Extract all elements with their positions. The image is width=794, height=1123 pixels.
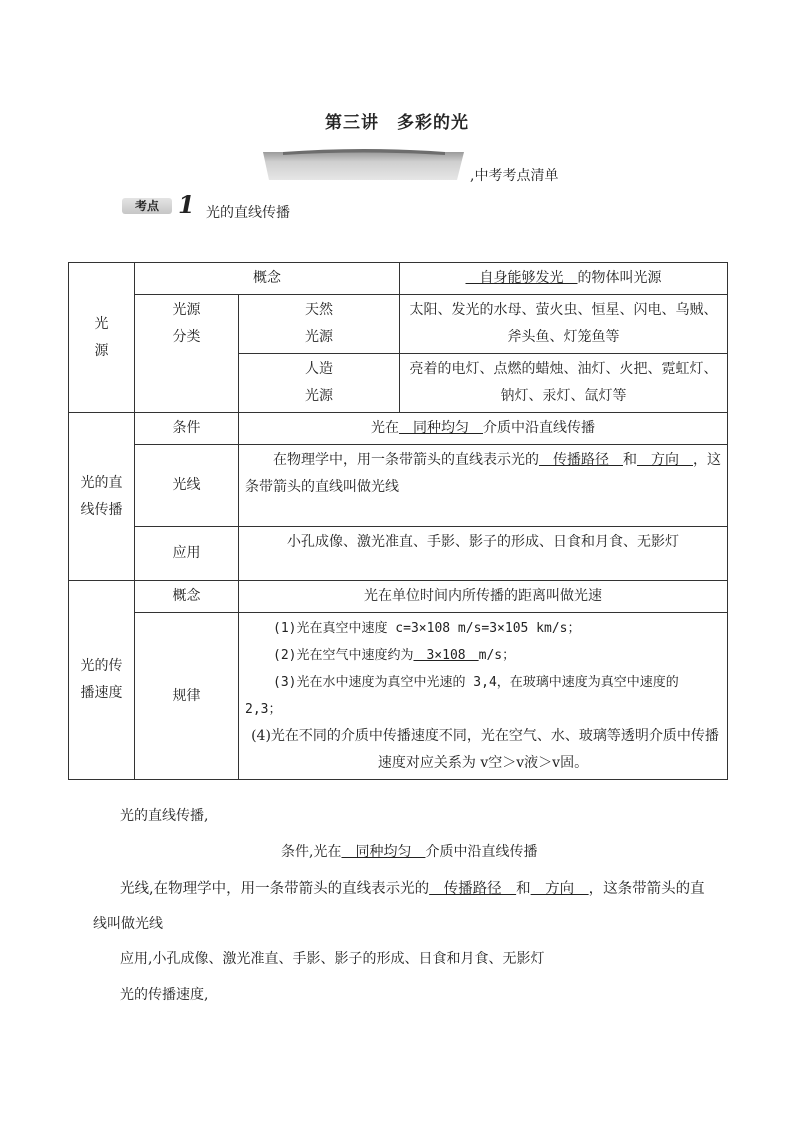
kaodian-badge: 考点 [122,198,172,214]
page-title: 第三讲 多彩的光 [325,113,469,133]
body-line-2 [281,841,537,861]
section-banner-graphic [261,148,466,180]
blank-answer: 方向 [530,881,589,897]
body-line-4: 线叫做光线 [93,916,163,932]
condition-value [239,413,728,445]
condition-post: 介质中沿直线传播 [483,420,595,436]
natural-source-label: 天然 光源 [239,295,400,354]
body-line-5: 应用,小孔成像、激光准直、手影、影子的形成、日食和月食、无影灯 [120,951,545,967]
artificial-source-label: 人造 光源 [239,354,400,413]
body-line-3-post: ，这条带箭头的直 [588,881,705,897]
blank-answer: 传播路径 [429,881,517,897]
blank-answer: 自身能够发光 [465,270,578,286]
rule-value [239,613,728,780]
artificial-source-value: 亮着的电灯、点燃的蜡烛、油灯、火把、霓虹灯、钠灯、汞灯、氙灯等 [400,354,728,413]
rule-1: (1)光在真空中速度 c=3×108 m/s=3×105 km/s； [273,621,581,636]
ray-mid: 和 [623,452,637,468]
summary-table [68,262,728,780]
ray-pre: 在物理学中，用一条带箭头的直线表示光的 [273,452,539,468]
body-line-1: 光的直线传播, [120,808,209,824]
light-source-concept-value [400,263,728,295]
ray-post: ，这条带箭头的直线叫做光线 [245,452,721,495]
source-class-label: 光源 分类 [135,295,239,413]
body-line-3-mid: 和 [516,881,531,897]
blank-answer: 同种均匀 [341,844,426,860]
application-label: 应用 [135,527,239,581]
blank-answer: 传播路径 [539,452,623,468]
rule-3: (3)光在水中速度为真空中光速的 3,4，在玻璃中速度为真空中速度的 2,3； [245,675,679,717]
cat-speed: 光的传 播速度 [69,581,135,780]
rule-label: 规律 [135,613,239,780]
body-line-2-pre: 条件,光在 [281,844,342,860]
natural-source-value: 太阳、发光的水母、萤火虫、恒星、闪电、乌贼、斧头鱼、灯笼鱼等 [400,295,728,354]
speed-concept-label: 概念 [135,581,239,613]
rule-4: (4)光在不同的介质中传播速度不同，光在空气、水、玻璃等透明介质中传播速度对应关系为 v空＞v液＞v固。 [251,728,719,771]
cat-light-source: 光 源 [69,263,135,413]
body-line-3 [120,877,705,898]
kaodian-number: 1 [178,190,195,219]
condition-pre: 光在 [371,420,399,436]
kaodian-title: 光的直线传播 [206,205,290,221]
rule-2-pre: (2)光在空气中速度约为 [273,648,414,663]
condition-label: 条件 [135,413,239,445]
speed-concept-value: 光在单位时间内所传播的距离叫做光速 [239,581,728,613]
rule-2 [245,642,721,669]
section-heading: ,中考考点清单 [470,168,559,184]
blank-answer: 3×108 [413,648,479,663]
body-line-3-pre: 光线,在物理学中，用一条带箭头的直线表示光的 [120,881,430,897]
body-line-6: 光的传播速度, [120,987,209,1003]
cat-straight-line: 光的直 线传播 [69,413,135,581]
blank-answer: 方向 [637,452,693,468]
application-value: 小孔成像、激光准直、手影、影子的形成、日食和月食、无影灯 [239,527,728,581]
rule-2-post: m/s； [478,648,516,663]
light-source-concept-label: 概念 [135,263,400,295]
body-line-2-post: 介质中沿直线传播 [425,844,538,860]
ray-label: 光线 [135,445,239,527]
ray-value [239,445,728,527]
concept-text: 的物体叫光源 [577,270,662,286]
blank-answer: 同种均匀 [399,420,483,436]
